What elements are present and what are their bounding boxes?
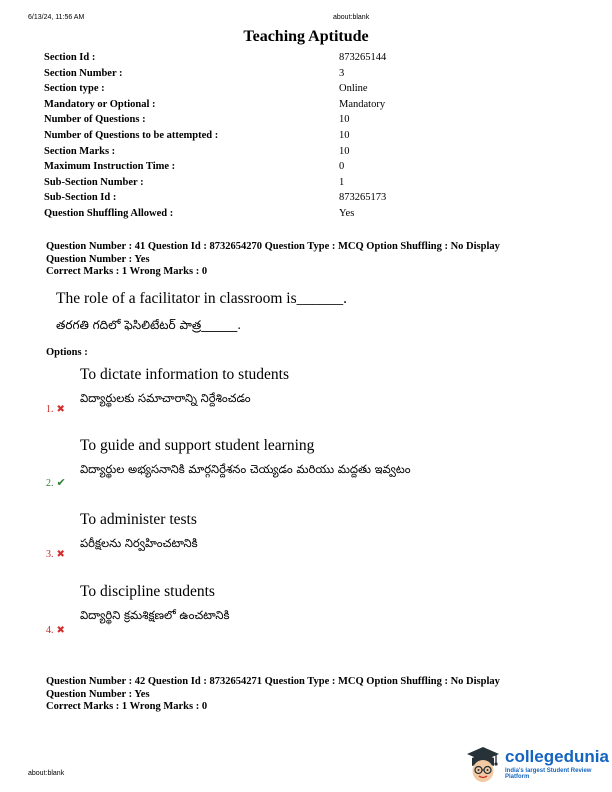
meta-row	[44, 190, 386, 206]
meta-key: Number of Questions to be attempted :	[44, 129, 219, 141]
meta-row	[44, 206, 386, 222]
meta-key: Number of Questions :	[44, 114, 146, 126]
meta-value: 10	[339, 114, 350, 126]
cross-icon: ✖	[56, 404, 65, 415]
meta-key: Maximum Instruction Time :	[44, 161, 176, 173]
meta-value: Online	[339, 83, 368, 95]
option-number-text: 3.	[46, 549, 54, 560]
cross-icon: ✖	[56, 625, 65, 636]
meta-value: 10	[339, 129, 350, 141]
meta-value: 3	[339, 67, 345, 79]
meta-value: 0	[339, 161, 345, 173]
meta-key: Section type :	[44, 83, 105, 95]
meta-row	[44, 159, 386, 175]
option-4-english: To discipline students	[80, 583, 215, 600]
meta-value: Yes	[339, 207, 355, 219]
question-info-line: Question Number : 41 Question Id : 8732654270 Question Type : MCQ Option Shuffling : No Display	[46, 241, 500, 252]
meta-row	[44, 66, 386, 82]
meta-key: Sub-Section Number :	[44, 176, 144, 188]
meta-key: Section Number :	[44, 67, 123, 79]
graduate-mascot-icon	[463, 744, 503, 786]
question-stem-telugu: తరగతి గదిలో ఫెసిలిటేటర్ పాత్ర______.	[56, 318, 242, 332]
meta-value: Mandatory	[339, 98, 386, 110]
meta-row	[44, 97, 386, 113]
logo-wordmark: collegedunia	[505, 747, 609, 766]
question-stem-english: The role of a facilitator in classroom is______.	[56, 290, 347, 307]
print-footer-url: about:blank	[28, 770, 65, 777]
meta-row	[44, 81, 386, 97]
meta-value: 873265173	[339, 192, 387, 204]
option-1-number	[46, 404, 65, 415]
print-url: about:blank	[333, 14, 370, 21]
option-4-number	[46, 625, 65, 636]
question-info-line: Question Number : Yes	[46, 688, 150, 700]
meta-row	[44, 144, 386, 160]
option-3-number	[46, 549, 65, 560]
options-label: Options :	[46, 347, 88, 358]
question-marks: Correct Marks : 1 Wrong Marks : 0	[46, 701, 208, 712]
section-meta-table	[44, 50, 386, 222]
print-datetime: 6/13/24, 11:56 AM	[28, 14, 85, 21]
check-icon: ✔	[56, 477, 66, 489]
option-2-telugu: విద్యార్థుల అభ్యసనానికి మార్గనిర్దేశనం చెయ్యడం మరియు మద్దతు ఇవ్వటం	[80, 462, 411, 476]
option-1-telugu: విద్యార్థులకు సమాచారాన్ని నిర్దేశించడం	[80, 391, 251, 405]
question-42-header	[46, 676, 500, 714]
option-number-text: 2.	[46, 478, 54, 489]
meta-value: 10	[339, 145, 350, 157]
meta-key: Section Id :	[44, 52, 96, 63]
meta-key: Question Shuffling Allowed :	[44, 207, 174, 219]
option-3-english: To administer tests	[80, 511, 197, 528]
option-number-text: 4.	[46, 625, 54, 636]
meta-row	[44, 112, 386, 128]
option-4-telugu: విద్యార్థిని క్రమశిక్షణలో ఉంచటానికి	[80, 608, 230, 622]
option-2-english: To guide and support student learning	[80, 437, 315, 454]
meta-value: 1	[339, 176, 345, 188]
collegedunia-logo	[463, 744, 608, 786]
meta-key: Mandatory or Optional :	[44, 98, 156, 110]
meta-row	[44, 128, 386, 144]
question-41-header	[46, 241, 500, 279]
option-2-number	[46, 476, 66, 489]
question-info-line: Question Number : Yes	[46, 253, 150, 265]
meta-row	[44, 175, 386, 191]
cross-icon: ✖	[56, 549, 65, 560]
meta-value: 873265144	[339, 52, 387, 63]
option-1-english: To dictate information to students	[80, 366, 289, 383]
question-marks: Correct Marks : 1 Wrong Marks : 0	[46, 266, 208, 277]
meta-key: Sub-Section Id :	[44, 192, 117, 204]
meta-row	[44, 50, 386, 66]
option-number-text: 1.	[46, 404, 54, 415]
logo-tagline: India's largest Student Review Platform	[505, 768, 592, 780]
question-info-line: Question Number : 42 Question Id : 8732654271 Question Type : MCQ Option Shuffling : No Display	[46, 676, 500, 687]
option-3-telugu: పరీక్షలను నిర్వహించటానికి	[80, 536, 198, 550]
page-title: Teaching Aptitude	[243, 28, 369, 45]
meta-key: Section Marks :	[44, 145, 116, 157]
